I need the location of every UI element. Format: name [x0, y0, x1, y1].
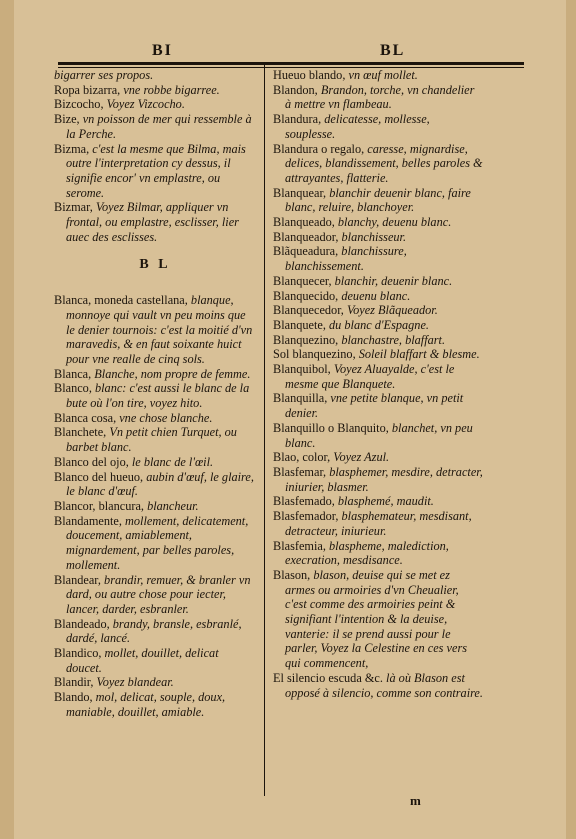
dictionary-entry: [54, 367, 256, 382]
dictionary-entry: [273, 303, 483, 318]
entry-gloss: Soleil blaffart & blesme.: [358, 347, 480, 362]
entry-gloss: du blanc d'Espagne.: [329, 317, 429, 332]
entry-gloss: delicatesse, mollesse, souplesse.: [285, 112, 430, 141]
entry-headword: Blandear,: [54, 572, 105, 587]
entry-headword: Hueuo blando,: [273, 68, 349, 82]
header-right: BL: [380, 42, 406, 59]
dictionary-entry: [273, 391, 483, 420]
dictionary-entry: [54, 690, 256, 719]
dictionary-entry: [273, 465, 483, 494]
dictionary-entry: [54, 381, 256, 410]
dictionary-entry: [54, 142, 256, 201]
entry-headword: Blanco,: [54, 381, 95, 396]
entry-gloss: vn poisson de mer qui ressemble à la Perche.: [66, 112, 252, 141]
entry-gloss: Voyez Vizcocho.: [106, 97, 185, 112]
entry-gloss: mollet, douillet, delicat doucet.: [66, 646, 219, 675]
dictionary-entry: [273, 186, 483, 215]
dictionary-entry: [54, 97, 256, 112]
entry-gloss: blanchisseur.: [341, 229, 407, 244]
dictionary-entry: [273, 494, 483, 509]
dictionary-entry: [54, 68, 256, 83]
entry-headword: Bizma,: [54, 141, 93, 156]
dictionary-entry: [54, 293, 256, 367]
entry-gloss: vne robbe bigarree.: [123, 82, 220, 97]
entry-gloss: mollement, delicatement, doucement, amiablement, mignardement, par belles paroles, mollement.: [66, 513, 249, 572]
dictionary-entry: [273, 450, 483, 465]
entry-gloss: aubin d'œuf, le glaire, le blanc d'œuf.: [66, 469, 254, 499]
entry-headword: Blanqueado,: [273, 215, 338, 230]
entry-gloss: blancheur.: [147, 498, 199, 513]
entry-headword: Blanca cosa,: [54, 410, 120, 425]
dictionary-entry: [273, 362, 483, 391]
entry-headword: Blanquezino,: [273, 332, 342, 347]
entry-gloss: Voyez Bilmar, appliquer vn frontal, ou emplastre, esclisser, lier auec des esclisses.: [66, 200, 239, 244]
header-left: BI: [152, 42, 173, 59]
entry-headword: Blanca,: [54, 366, 95, 381]
dictionary-entry: [273, 671, 483, 700]
entry-headword: Blando,: [54, 690, 96, 705]
entry-headword: Blasfemado,: [273, 494, 338, 509]
entry-headword: Ropa bizarra,: [54, 82, 124, 97]
entry-headword: Blandon,: [273, 82, 321, 97]
dictionary-entry: [54, 411, 256, 426]
dictionary-entry: [54, 470, 256, 499]
dictionary-entry: [273, 112, 483, 141]
entry-headword: Blasfemar,: [273, 464, 330, 479]
dictionary-entry: [54, 455, 256, 470]
entry-gloss: là où Blason est opposé à silencio, comme son contraire.: [285, 670, 483, 700]
entry-headword: Blandamente,: [54, 513, 126, 528]
entry-gloss: brandir, remuer, & branler vn dard, ou autre chose pour iecter, lancer, darder, esbranler.: [66, 572, 251, 616]
entry-gloss: blanque, monnoye qui vault vn peu moins que le denier tournois: c'est la moitié d'vn maravedis, & en faut soixante huict pour vne realle de cinq sols.: [66, 293, 253, 366]
dictionary-entry: [273, 244, 483, 273]
entry-headword: Blanquibol,: [273, 362, 334, 377]
dictionary-entry: [273, 539, 483, 568]
entry-gloss: blanchir deuenir blanc, faire blanc, reluire, blanchoyer.: [285, 185, 471, 215]
dictionary-entry: [54, 200, 256, 244]
entry-headword: Blãqueadura,: [273, 244, 342, 259]
entry-headword: Bizmar,: [54, 200, 96, 215]
entry-gloss: blanchet, vn peu blanc.: [285, 420, 473, 450]
entry-headword: Blasfemia,: [273, 538, 330, 553]
dictionary-entry: [54, 112, 256, 141]
entry-gloss: blasphemateur, mesdisant, detracteur, iniurieur.: [285, 509, 472, 538]
dictionary-entry: [273, 421, 483, 450]
dictionary-entry: [273, 289, 483, 304]
entry-headword: Bize,: [54, 112, 83, 127]
entry-headword: Blanqueador,: [273, 229, 342, 244]
entry-headword: Blao, color,: [273, 450, 334, 465]
entry-gloss: blasphemé, maudit.: [337, 494, 434, 509]
entry-headword: Bizcocho,: [54, 97, 107, 112]
entry-headword: Blanquear,: [273, 185, 330, 200]
entry-gloss: vn œuf mollet.: [348, 68, 418, 82]
entry-headword: Blanquecer,: [273, 273, 335, 288]
entry-gloss: Voyez Blãqueador.: [346, 303, 438, 318]
entry-headword: Blanca, moneda castellana,: [54, 293, 191, 308]
dictionary-entry: [273, 83, 483, 112]
entry-headword: Blandura,: [273, 112, 325, 127]
running-header: [48, 42, 524, 62]
entry-gloss: blanchastre, blaffart.: [341, 332, 446, 347]
left-column: [54, 68, 256, 720]
dictionary-entry: [273, 215, 483, 230]
entry-gloss: vne chose blanche.: [119, 410, 213, 425]
entry-headword: Blandico,: [54, 646, 105, 661]
entry-gloss: mol, delicat, souple, doux, maniable, douillet, amiable.: [66, 690, 226, 719]
entry-headword: Blason,: [273, 567, 314, 582]
entry-gloss: blanchy, deuenu blanc.: [337, 215, 452, 230]
entry-gloss: deuenu blanc.: [341, 288, 411, 303]
entry-gloss: Brandon, torche, vn chandelier à mettre vn flambeau.: [285, 82, 475, 112]
entry-headword: El silencio escuda &c.: [273, 670, 387, 685]
entry-gloss: blanc: c'est aussi le blanc de la bute où l'on tire, voyez hito.: [66, 381, 250, 411]
entry-gloss: c'est la mesme que Bilma, mais outre l'interpretation cy dessus, il signifie encor' vn emplastre, ou serome.: [66, 141, 246, 200]
entry-headword: Blandeado,: [54, 616, 113, 631]
dictionary-entry: [273, 509, 483, 538]
signature-mark: m: [410, 793, 421, 808]
dictionary-entry: [54, 83, 256, 98]
entry-gloss: caresse, mignardise, delices, blandissement, belles paroles & attrayantes, flatterie.: [285, 141, 483, 185]
column-divider: [264, 62, 265, 796]
entry-headword: Blanquillo o Blanquito,: [273, 420, 392, 435]
entry-headword: Blandir,: [54, 675, 97, 690]
dictionary-entry: [54, 499, 256, 514]
entry-headword: Blasfemador,: [273, 509, 342, 524]
entry-headword: Blanquecedor,: [273, 303, 347, 318]
entry-gloss: vne petite blanque, vn petit denier.: [285, 391, 464, 421]
entry-gloss: blasphemer, mesdire, detracter, iniurier, blasmer.: [285, 464, 483, 494]
entry-headword: Sol blanquezino,: [273, 347, 359, 362]
entry-headword: Blanchete,: [54, 425, 110, 440]
entry-gloss: Vn petit chien Turquet, ou barbet blanc.: [66, 425, 237, 455]
entry-headword: Blanquilla,: [273, 391, 331, 406]
dictionary-entry: [54, 425, 256, 454]
entry-gloss: blanchir, deuenir blanc.: [334, 273, 453, 288]
dictionary-entry: [273, 68, 483, 83]
dictionary-entry: [273, 274, 483, 289]
entry-gloss: brandy, bransle, esbranlé, dardé, lancé.: [66, 616, 242, 646]
entry-gloss: blanchissure, blanchissement.: [285, 244, 407, 274]
dictionary-entry: [273, 347, 483, 362]
header-rule: [58, 62, 524, 65]
entry-gloss: Voyez Aluayalde, c'est le mesme que Blanquete.: [285, 362, 455, 391]
entry-headword: Blanquete,: [273, 317, 330, 332]
dictionary-entry: [54, 646, 256, 675]
dictionary-entry: [54, 675, 256, 690]
entry-gloss: bigarrer ses propos.: [54, 68, 154, 82]
dictionary-entry: [54, 514, 256, 573]
dictionary-entry: [273, 568, 483, 671]
dictionary-entry: [54, 617, 256, 646]
entry-headword: Blanco del ojo,: [54, 454, 132, 469]
entry-headword: Blandura o regalo,: [273, 141, 368, 156]
entry-gloss: blason, deuise qui se met ez armes ou armoiries d'vn Cheualier, c'est comme des armoiries peint & signifiant l'intention & la deuise, vanterie: il se prend aussi pour le parler, Voyez la Celestine en ces vers qui commencent,: [285, 567, 468, 671]
right-column: [273, 68, 483, 700]
entry-gloss: blaspheme, malediction, execration, mesdisance.: [285, 538, 449, 568]
dictionary-entry: [273, 142, 483, 186]
entry-headword: Blancor, blancura,: [54, 498, 148, 513]
entry-gloss: Blanche, nom propre de femme.: [94, 366, 251, 381]
dictionary-entry: [273, 230, 483, 245]
dictionary-entry: [54, 573, 256, 617]
dictionary-entry: [273, 333, 483, 348]
dictionary-entry: [273, 318, 483, 333]
entry-gloss: Voyez blandear.: [96, 675, 174, 690]
entry-headword: Blanco del hueuo,: [54, 469, 147, 484]
entry-headword: Blanquecido,: [273, 288, 342, 303]
section-heading: B L: [139, 257, 171, 273]
entry-gloss: Voyez Azul.: [333, 450, 390, 465]
entry-gloss: le blanc de l'œil.: [131, 454, 214, 469]
